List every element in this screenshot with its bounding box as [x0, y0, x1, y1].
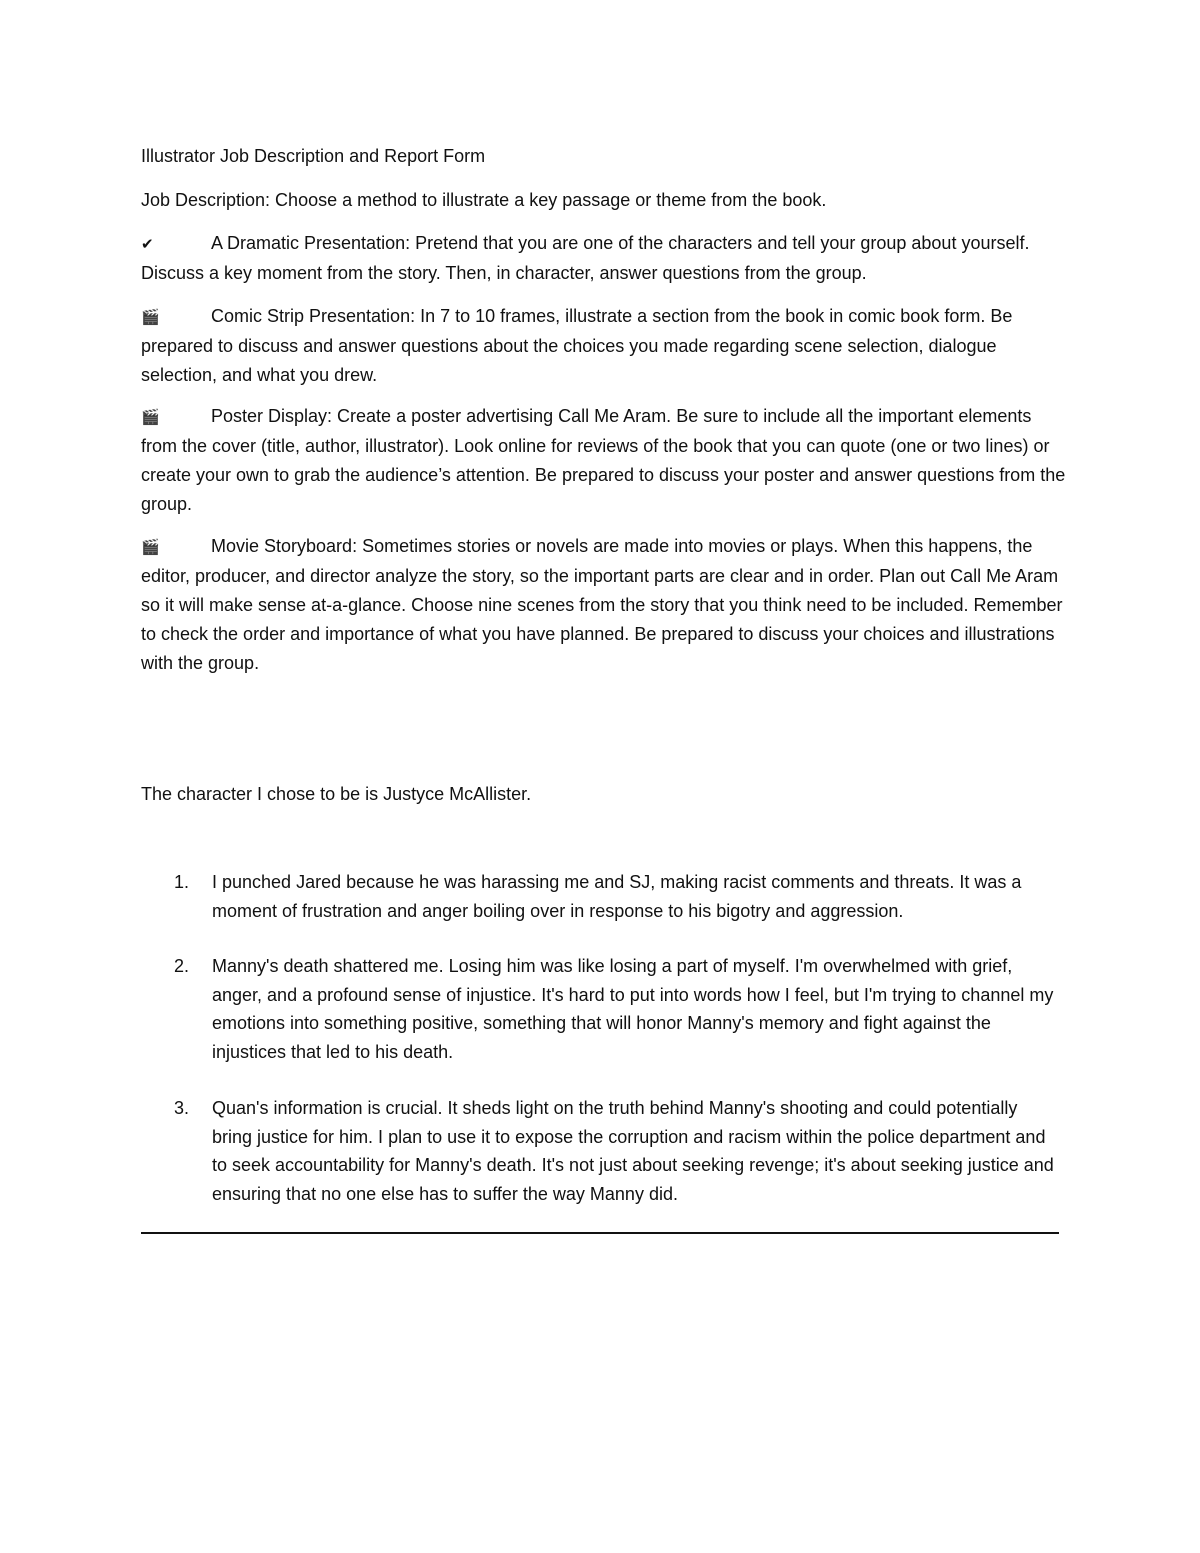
- answer-item: [174, 952, 1054, 1066]
- job-description: Job Description: Choose a method to illustrate a key passage or theme from the book.: [141, 190, 827, 210]
- option-text: Poster Display: Create a poster advertising Call Me Aram. Be sure to include all the important elements from the cover (title, author, illustrator). Look online for reviews of the book that you can quote (one or two lines) or create your own to grab the audience’s attention. Be prepared to discuss your poster and answer questions from the group.: [141, 406, 1066, 514]
- answer-item: [174, 1094, 1054, 1208]
- option-comic-strip: [141, 302, 1066, 390]
- answer-text: Quan's information is crucial. It sheds light on the truth behind Manny's shooting and could potentially bring justice for him. I plan to use it to expose the corruption and racism within the police department and to seek accountability for Manny's death. It's not just about seeking revenge; it's about seeking justice and ensuring that no one else has to suffer the way Manny did.: [212, 1098, 1054, 1204]
- option-dramatic-presentation: [141, 229, 1066, 288]
- answer-number: 3.: [174, 1098, 190, 1118]
- answer-item: [174, 868, 1054, 925]
- option-poster-display: [141, 402, 1066, 519]
- option-text: A Dramatic Presentation: Pretend that you are one of the characters and tell your group about yourself. Discuss a key moment from the story. Then, in character, answer questions from the group.: [141, 233, 1030, 283]
- answer-text: Manny's death shattered me. Losing him was like losing a part of myself. I'm overwhelmed with grief, anger, and a profound sense of injustice. It's hard to put into words how I feel, but I'm trying to channel my emotions into something positive, something that will honor Manny's memory and fight against the injustices that led to his death.: [212, 956, 1054, 1062]
- answer-number: 2.: [174, 956, 190, 976]
- clapperboard-icon: 🎬: [141, 409, 160, 426]
- option-text: Comic Strip Presentation: In 7 to 10 frames, illustrate a section from the book in comic book form. Be prepared to discuss and answer questions about the choices you made regarding scene selection, dialogue selection, and what you drew.: [141, 306, 1013, 385]
- option-text: Movie Storyboard: Sometimes stories or novels are made into movies or plays. When this happens, the editor, producer, and director analyze the story, so the important parts are clear and in order. Plan out Call Me Aram so it will make sense at-a-glance. Choose nine scenes from the story that you think need to be included. Remember to check the order and importance of what you have planned. Be prepared to discuss your choices and illustrations with the group.: [141, 536, 1063, 673]
- document-title: Illustrator Job Description and Report Form: [141, 146, 486, 166]
- clapperboard-icon: 🎬: [141, 539, 160, 556]
- character-statement: The character I chose to be is Justyce McAllister.: [141, 784, 532, 804]
- answer-number: 1.: [174, 872, 190, 892]
- clapperboard-icon: 🎬: [141, 309, 160, 326]
- horizontal-rule: [141, 1232, 1059, 1234]
- option-movie-storyboard: [141, 532, 1066, 678]
- answer-text: I punched Jared because he was harassing me and SJ, making racist comments and threats. It was a moment of frustration and anger boiling over in response to his bigotry and aggression.: [212, 872, 1022, 921]
- checkmark-icon: ✔: [141, 236, 154, 253]
